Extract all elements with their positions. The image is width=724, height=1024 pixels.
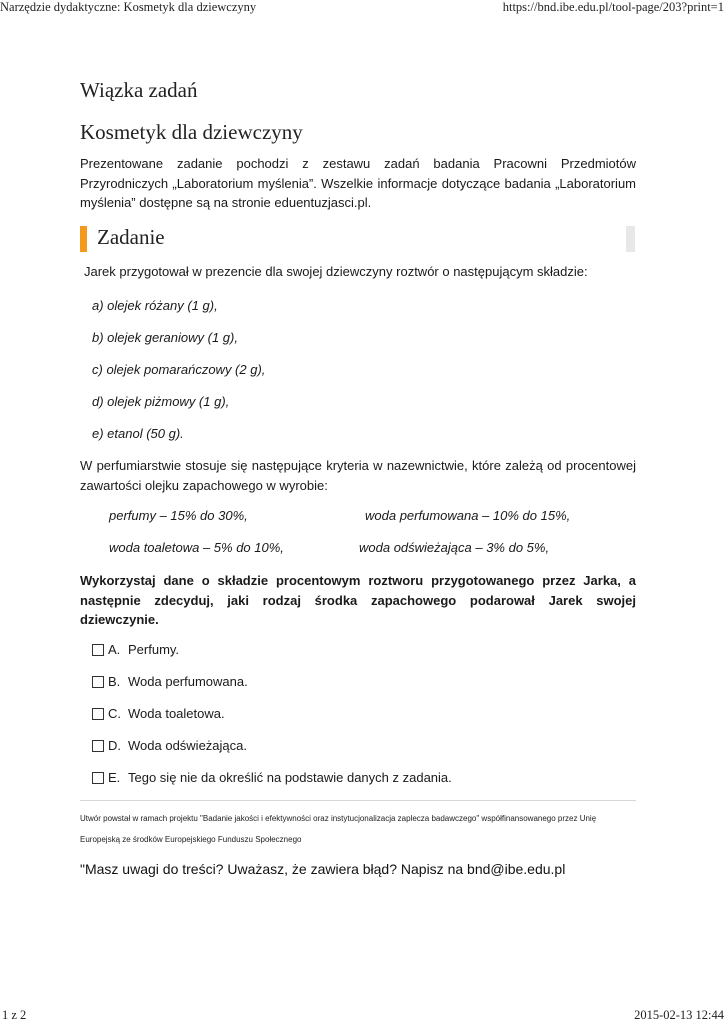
list-item: d) olejek piżmowy (1 g), <box>92 394 230 409</box>
answer-options <box>92 640 452 800</box>
answer-option-e[interactable] <box>92 768 452 800</box>
criterion-woda-perfumowana: woda perfumowana – 10% do 15%, <box>365 508 571 523</box>
print-header <box>0 0 724 16</box>
list-item: c) olejek pomarańczowy (2 g), <box>92 362 266 377</box>
task-instruction: Wykorzystaj dane o składzie procentowym roztworu przygotowanego przez Jarka, a następnie zdecyduj, jaki rodzaj środka zapachowego podarował Jarek swojej dziewczynie. <box>80 573 636 627</box>
answer-text: Woda toaletowa. <box>128 706 225 721</box>
list-item: a) olejek różany (1 g), <box>92 298 218 313</box>
divider <box>80 800 636 801</box>
section-side-bar <box>626 226 635 252</box>
answer-text: Woda odświeżająca. <box>128 738 247 753</box>
section-title: Zadanie <box>97 225 165 249</box>
checkbox[interactable] <box>92 708 104 720</box>
criterion-woda-odswiezajaca: woda odświeżająca – 3% do 5%, <box>359 540 550 555</box>
answer-letter: D. <box>108 738 121 753</box>
answer-letter: E. <box>108 770 121 785</box>
print-header-title: Narzędzie dydaktyczne: Kosmetyk dla dziewczyny <box>0 0 257 14</box>
list-item: e) etanol (50 g). <box>92 426 184 441</box>
answer-option-b[interactable] <box>92 672 452 704</box>
task-intro: Jarek przygotował w prezencie dla swojej dziewczyny roztwór o następującym składzie: <box>84 264 588 279</box>
answer-option-d[interactable] <box>92 736 452 768</box>
answer-text: Perfumy. <box>128 642 180 657</box>
funding-footnote: Utwór powstał w ramach projektu "Badanie jakości i efektywności oraz instytucjonalizacja zaplecza badawczego" współfinansowanego przez Unię Europejską ze środków Europejskiego Funduszu Społecznego <box>80 814 597 844</box>
list-item: b) olejek geraniowy (1 g), <box>92 330 238 345</box>
ingredients-list <box>92 296 265 456</box>
print-datetime: 2015-02-13 12:44 <box>634 1008 724 1022</box>
checkbox[interactable] <box>92 740 104 752</box>
feedback-note: "Masz uwagi do treści? Uważasz, że zawiera błąd? Napisz na bnd@ibe.edu.pl <box>80 861 566 877</box>
page-title: Wiązka zadań <box>80 78 198 102</box>
answer-text: Tego się nie da określić na podstawie danych z zadania. <box>128 770 452 785</box>
answer-option-c[interactable] <box>92 704 452 736</box>
checkbox[interactable] <box>92 772 104 784</box>
answer-option-a[interactable] <box>92 640 452 672</box>
print-header-url: https://bnd.ibe.edu.pl/tool-page/203?print=1 <box>502 0 724 14</box>
criteria-intro: W perfumiarstwie stosuje się następujące kryteria w nazewnictwie, które zależą od procentowej zawartości olejku zapachowego w wyrobie: <box>80 458 636 493</box>
page-subtitle: Kosmetyk dla dziewczyny <box>80 120 303 144</box>
answer-text: Woda perfumowana. <box>128 674 248 689</box>
answer-letter: A. <box>108 642 121 657</box>
criterion-perfumy: perfumy – 15% do 30%, <box>109 508 248 523</box>
page-number: 1 z 2 <box>2 1008 27 1022</box>
answer-letter: C. <box>108 706 121 721</box>
checkbox[interactable] <box>92 676 104 688</box>
answer-letter: B. <box>108 674 121 689</box>
criterion-woda-toaletowa: woda toaletowa – 5% do 10%, <box>109 540 284 555</box>
intro-paragraph: Prezentowane zadanie pochodzi z zestawu zadań badania Pracowni Przedmiotów Przyrodniczych „Laboratorium myślenia”. Wszelkie informacje dotyczące badania „Laboratorium myślenia” dostępne są na stronie eduentuzjasci.pl. <box>80 156 636 210</box>
section-accent-bar <box>80 226 87 252</box>
print-footer <box>0 1008 724 1024</box>
checkbox[interactable] <box>92 644 104 656</box>
